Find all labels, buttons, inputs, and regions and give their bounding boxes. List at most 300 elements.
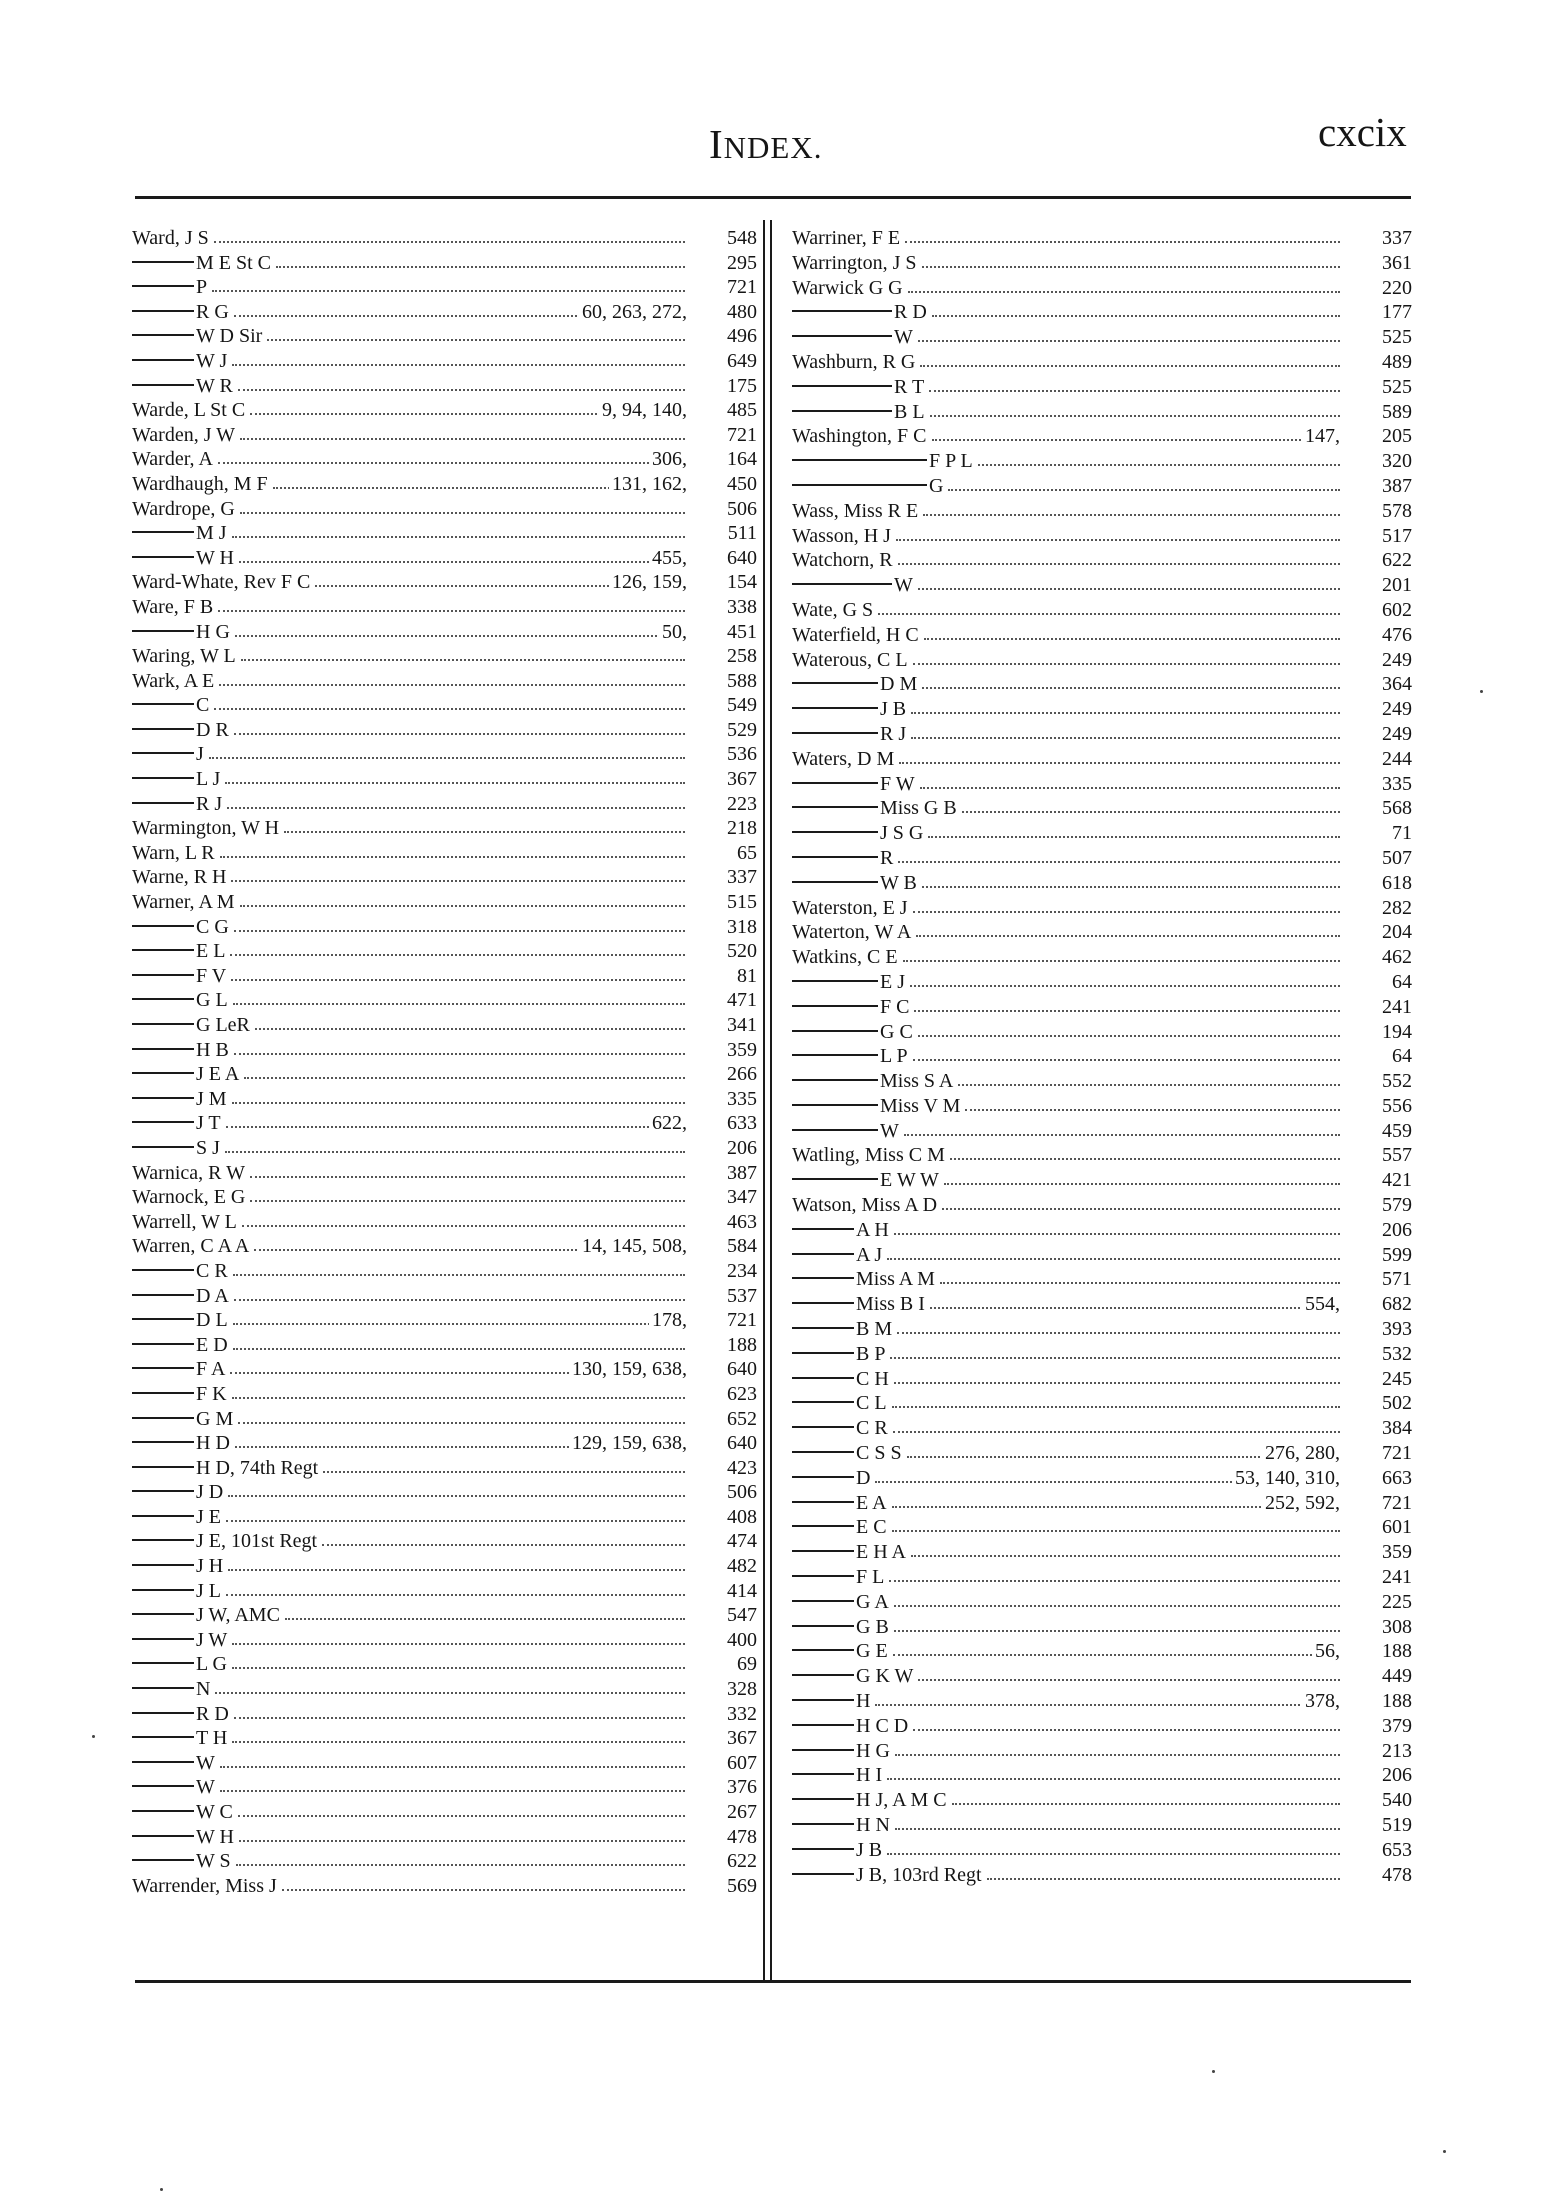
index-entry — [792, 1788, 1412, 1813]
entry-page: 480 — [727, 300, 757, 323]
entry-name-text: E C — [856, 1516, 887, 1539]
entry-name — [792, 598, 876, 622]
entry-name-text: Miss S A — [880, 1070, 954, 1093]
ditto-dash — [792, 1674, 854, 1676]
dot-leader — [913, 663, 1340, 665]
entry-name — [792, 1466, 873, 1490]
entry-name — [792, 722, 909, 746]
dot-leader — [913, 1059, 1340, 1061]
index-entry — [132, 1333, 757, 1358]
ditto-dash — [132, 1810, 194, 1812]
index-entry — [792, 1391, 1412, 1416]
ditto-dash — [132, 334, 194, 336]
index-entry — [792, 1763, 1412, 1788]
entry-name-text: Warde, L St C — [132, 399, 246, 422]
entry-page: 393 — [1382, 1318, 1412, 1341]
ditto-dash — [132, 310, 194, 312]
entry-name — [792, 747, 897, 771]
dot-leader — [892, 1406, 1340, 1408]
entry-page: 328 — [727, 1678, 757, 1701]
ditto-dash — [132, 1269, 194, 1271]
index-entry — [792, 1193, 1412, 1218]
title-rest: NDEX. — [723, 130, 823, 165]
entry-page: 258 — [727, 645, 757, 668]
entry-name — [132, 1775, 218, 1799]
entry-name-text: W B — [880, 871, 917, 894]
entry-name-text: G A — [856, 1590, 889, 1613]
ditto-dash — [792, 1129, 878, 1131]
dot-leader — [228, 1495, 685, 1497]
title-initial: I — [709, 121, 724, 167]
entry-name-text: W — [894, 326, 913, 349]
dot-leader — [214, 241, 685, 243]
ditto-dash — [792, 782, 878, 784]
entry-name-text: Washburn, R G — [792, 350, 916, 373]
dot-leader — [898, 861, 1340, 863]
dot-leader — [910, 985, 1340, 987]
dot-leader — [233, 1003, 685, 1005]
index-entry — [792, 796, 1412, 821]
ditto-dash — [132, 630, 194, 632]
index-entry — [792, 1292, 1412, 1317]
ditto-dash — [132, 1048, 194, 1050]
entry-references: 378, — [1302, 1689, 1340, 1713]
entry-references: 126, 159, — [609, 570, 687, 594]
entry-name — [132, 1259, 231, 1283]
entry-page: 223 — [727, 792, 757, 815]
entry-page: 177 — [1382, 301, 1412, 324]
ditto-dash — [792, 1054, 878, 1056]
entry-name — [132, 1210, 240, 1234]
entry-name-text: Wasson, H J — [792, 524, 891, 547]
ditto-dash — [792, 1451, 854, 1453]
dot-leader — [922, 886, 1340, 888]
dot-leader — [234, 930, 685, 932]
dot-leader — [958, 1084, 1340, 1086]
ditto-dash — [792, 1228, 854, 1230]
index-entry — [792, 1838, 1412, 1863]
index-entry — [792, 276, 1412, 301]
entry-name-text: B P — [856, 1342, 886, 1365]
entry-name — [792, 1143, 948, 1167]
entry-name-text: Warrington, J S — [792, 251, 917, 274]
ditto-dash — [132, 1318, 194, 1320]
index-entry — [792, 747, 1412, 772]
index-entry — [132, 792, 757, 817]
entry-page: 552 — [1382, 1070, 1412, 1093]
dot-leader — [241, 659, 685, 661]
entry-page: 295 — [727, 251, 757, 274]
entry-references: 276, 280, — [1262, 1441, 1340, 1465]
entry-name — [132, 742, 207, 766]
entry-name-text: M J — [196, 522, 227, 545]
entry-name-text: Watchorn, R — [792, 549, 893, 572]
entry-page: 361 — [1382, 251, 1412, 274]
entry-name — [792, 499, 921, 523]
entry-page: 308 — [1382, 1615, 1412, 1638]
ditto-dash — [132, 359, 194, 361]
entry-name — [132, 767, 223, 791]
dot-leader — [940, 1282, 1340, 1284]
index-entry — [792, 871, 1412, 896]
entry-name — [792, 1193, 940, 1217]
entry-name-text: Miss B I — [856, 1293, 925, 1316]
dot-leader — [892, 1530, 1340, 1532]
dot-leader — [322, 1544, 685, 1546]
entry-name — [792, 697, 909, 721]
dot-leader — [250, 1176, 685, 1178]
entry-page: 332 — [727, 1702, 757, 1725]
index-entry — [132, 742, 757, 767]
entry-page: 653 — [1382, 1838, 1412, 1861]
entry-references: 554, — [1302, 1292, 1340, 1316]
index-entry — [792, 697, 1412, 722]
index-entry — [792, 325, 1412, 350]
entry-name — [792, 970, 908, 994]
index-entry — [792, 1515, 1412, 1540]
entry-name-text: J M — [196, 1087, 227, 1110]
ditto-dash — [792, 1401, 854, 1403]
entry-name-text: H D — [196, 1432, 230, 1455]
entry-name — [792, 1863, 985, 1887]
dot-leader — [233, 1323, 685, 1325]
dot-leader — [227, 807, 685, 809]
entry-name-text: Warnock, E G — [132, 1186, 246, 1209]
index-entry — [792, 1565, 1412, 1590]
entry-name — [132, 1161, 248, 1185]
entry-name — [132, 1111, 224, 1135]
ditto-dash — [792, 856, 878, 858]
dot-leader — [987, 1878, 1340, 1880]
index-entry — [792, 821, 1412, 846]
index-entry — [132, 1849, 757, 1874]
dot-leader — [234, 733, 685, 735]
ditto-dash — [132, 1343, 194, 1345]
entry-name-text: R G — [196, 300, 229, 323]
dot-leader — [233, 1274, 685, 1276]
entry-page: 649 — [727, 349, 757, 372]
entry-page: 267 — [727, 1801, 757, 1823]
ditto-dash — [132, 1539, 194, 1541]
ditto-dash — [132, 1589, 194, 1591]
entry-name — [132, 398, 248, 422]
entry-name-text: F A — [196, 1358, 226, 1381]
dot-leader — [896, 539, 1340, 541]
index-entry — [132, 1603, 757, 1628]
entry-name — [132, 620, 233, 644]
entry-name-text: Wark, A E — [132, 669, 215, 692]
entry-page: 537 — [727, 1284, 757, 1307]
ditto-dash — [132, 1515, 194, 1517]
entry-name-text: W S — [196, 1850, 231, 1873]
ditto-dash — [792, 806, 878, 808]
entry-name-text: E A — [856, 1491, 887, 1514]
paper-speck — [160, 2188, 163, 2191]
ditto-dash — [132, 925, 194, 927]
dot-leader — [918, 588, 1340, 590]
index-entry — [132, 669, 757, 694]
entry-page: 462 — [1382, 946, 1412, 969]
dot-leader — [962, 811, 1340, 813]
dot-leader — [212, 290, 685, 292]
entry-page: 244 — [1382, 747, 1412, 770]
entry-name — [792, 995, 912, 1019]
dot-leader — [276, 266, 685, 268]
ditto-dash — [792, 1873, 854, 1875]
entry-name-text: W R — [196, 374, 233, 397]
ditto-dash — [792, 385, 892, 387]
dot-leader — [918, 1679, 1340, 1681]
index-entry — [132, 1038, 757, 1063]
entry-name — [132, 595, 216, 619]
ditto-dash — [792, 682, 878, 684]
index-entry — [792, 846, 1412, 871]
ditto-dash — [792, 1253, 854, 1255]
index-entry — [132, 1210, 757, 1235]
entry-references: 129, 159, 638, — [569, 1431, 687, 1455]
index-entry — [132, 890, 757, 915]
entry-name-text: C G — [196, 915, 229, 938]
entry-name — [132, 226, 212, 250]
entry-name-text: Waters, D M — [792, 747, 895, 770]
entry-name — [792, 772, 918, 796]
entry-name-text: W — [880, 1119, 899, 1142]
index-entry — [132, 595, 757, 620]
entry-references: 455, — [649, 546, 687, 570]
entry-name — [132, 324, 265, 348]
entry-name-text: G L — [196, 989, 228, 1012]
index-entry — [132, 1825, 757, 1850]
entry-page: 335 — [1382, 772, 1412, 795]
entry-name-text: L J — [196, 768, 221, 791]
index-entry — [132, 251, 757, 276]
index-entry — [132, 865, 757, 890]
ditto-dash — [792, 1352, 854, 1354]
entry-name-text: G M — [196, 1407, 234, 1430]
entry-name-text: F L — [856, 1566, 885, 1589]
entry-name-text: J D — [196, 1481, 224, 1504]
entry-name — [792, 672, 920, 696]
entry-name-text: Wate, G S — [792, 598, 874, 621]
entry-name — [792, 1540, 909, 1564]
index-entry — [792, 1491, 1412, 1516]
entry-name-text: J W, AMC — [196, 1604, 280, 1627]
paper-speck — [92, 1735, 95, 1738]
entry-name — [132, 1628, 230, 1652]
entry-name-text: J — [196, 743, 204, 766]
entry-page: 194 — [1382, 1020, 1412, 1043]
entry-page: 359 — [1382, 1541, 1412, 1564]
ditto-dash — [132, 777, 194, 779]
entry-name — [792, 1565, 887, 1589]
entry-name — [132, 1062, 242, 1086]
dot-leader — [226, 1594, 685, 1596]
entry-name-text: H N — [856, 1814, 890, 1836]
entry-references: 60, 263, 272, — [579, 300, 687, 324]
entry-name-text: W J — [196, 349, 228, 372]
entry-name-text: L P — [880, 1045, 908, 1068]
entry-page: 218 — [727, 817, 757, 840]
entry-page: 588 — [727, 669, 757, 692]
entry-page: 568 — [1382, 797, 1412, 820]
dot-leader — [255, 1028, 685, 1030]
entry-references: 130, 159, 638, — [569, 1357, 687, 1381]
entry-name-text: Ward, J S — [132, 227, 209, 249]
ditto-dash — [132, 531, 194, 533]
ditto-dash — [132, 1441, 194, 1443]
dot-leader — [231, 880, 685, 882]
entry-page: 400 — [727, 1628, 757, 1651]
entry-references: 147, — [1302, 424, 1340, 448]
dot-leader — [225, 782, 685, 784]
index-entry — [132, 1111, 757, 1136]
entry-page: 622 — [1382, 549, 1412, 572]
ditto-dash — [132, 1367, 194, 1369]
entry-name — [792, 896, 911, 920]
entry-name-text: W H — [196, 1825, 234, 1848]
index-entry — [792, 573, 1412, 598]
paper-speck — [1480, 690, 1483, 693]
entry-page: 485 — [727, 399, 757, 422]
dot-leader — [218, 610, 685, 612]
entry-name — [792, 1267, 938, 1291]
dot-leader — [219, 684, 685, 686]
dot-leader — [894, 1605, 1340, 1607]
dot-leader — [952, 1803, 1340, 1805]
index-entry — [792, 1615, 1412, 1640]
dot-leader — [930, 415, 1340, 417]
entry-page: 569 — [727, 1874, 757, 1897]
index-entry — [792, 251, 1412, 276]
entry-name — [132, 890, 238, 914]
index-entry — [132, 841, 757, 866]
entry-page: 474 — [727, 1530, 757, 1553]
index-entry — [132, 644, 757, 669]
entry-page: 241 — [1382, 995, 1412, 1018]
index-entry — [792, 1044, 1412, 1069]
entry-name-text: Wardrope, G — [132, 497, 235, 520]
dot-leader — [895, 1828, 1340, 1830]
top-rule — [135, 196, 1411, 199]
entry-name-text: Warden, J W — [132, 423, 235, 446]
column-divider — [763, 220, 765, 1980]
index-entry — [792, 1143, 1412, 1168]
entry-page: 557 — [1382, 1144, 1412, 1167]
entry-name — [792, 1813, 893, 1837]
entry-page: 376 — [727, 1776, 757, 1799]
entry-name-text: W — [196, 1776, 215, 1799]
dot-leader — [225, 1151, 685, 1153]
dot-leader — [911, 737, 1340, 739]
entry-page: 318 — [727, 915, 757, 938]
entry-page: 387 — [727, 1161, 757, 1184]
entry-page: 520 — [727, 940, 757, 963]
entry-name-text: J W — [196, 1628, 228, 1651]
entry-name-text: H G — [196, 620, 230, 643]
dot-leader — [215, 1692, 685, 1694]
dot-leader — [920, 787, 1340, 789]
dot-leader — [908, 291, 1340, 293]
ditto-dash — [792, 1724, 854, 1726]
index-entry — [132, 988, 757, 1013]
entry-page: 478 — [1382, 1863, 1412, 1886]
ditto-dash — [792, 1699, 854, 1701]
entry-name — [132, 1407, 236, 1431]
ditto-dash — [132, 1736, 194, 1738]
entry-page: 225 — [1382, 1590, 1412, 1613]
entry-name — [132, 1726, 230, 1750]
dot-leader — [240, 512, 685, 514]
entry-name — [132, 275, 210, 299]
entry-name-text: Ware, F B — [132, 595, 214, 618]
index-entry — [132, 1284, 757, 1309]
entry-page: 249 — [1382, 698, 1412, 721]
entry-page: 64 — [1392, 970, 1412, 993]
entry-page: 459 — [1382, 1119, 1412, 1142]
index-entry — [792, 424, 1412, 449]
index-entry — [132, 620, 757, 645]
entry-name — [132, 718, 232, 742]
index-entry — [132, 1505, 757, 1530]
entry-name-text: R J — [880, 722, 907, 745]
dot-leader — [942, 1208, 1340, 1210]
entry-page: 652 — [727, 1407, 757, 1430]
entry-name — [792, 1391, 890, 1415]
ditto-dash — [792, 1104, 878, 1106]
entry-name — [792, 1838, 885, 1862]
entry-name-text: A J — [856, 1243, 883, 1266]
entry-name — [132, 1529, 320, 1553]
entry-page: 341 — [727, 1014, 757, 1036]
index-entry — [132, 546, 757, 571]
entry-page: 507 — [1382, 846, 1412, 869]
entry-name-text: R J — [196, 792, 223, 815]
dot-leader — [233, 1348, 685, 1350]
index-entry — [792, 1367, 1412, 1392]
index-entry — [792, 722, 1412, 747]
dot-leader — [950, 1158, 1340, 1160]
entry-page: 81 — [737, 964, 757, 987]
dot-leader — [913, 1729, 1340, 1731]
index-entry — [132, 718, 757, 743]
ditto-dash — [132, 752, 194, 754]
entry-name — [132, 1652, 230, 1676]
entry-name — [132, 1038, 232, 1062]
entry-name-text: J B — [880, 698, 907, 721]
dot-leader — [911, 712, 1340, 714]
dot-leader — [236, 1864, 685, 1866]
ditto-dash — [792, 1575, 854, 1577]
entry-name — [132, 423, 238, 447]
index-entry — [132, 1775, 757, 1800]
dot-leader — [920, 365, 1340, 367]
entry-page: 640 — [727, 1358, 757, 1381]
entry-page: 249 — [1382, 722, 1412, 745]
entry-page: 589 — [1382, 400, 1412, 423]
ditto-dash — [792, 1550, 854, 1552]
dot-leader — [887, 1778, 1340, 1780]
ditto-dash — [132, 1121, 194, 1123]
entry-page: 220 — [1382, 276, 1412, 299]
entry-name — [132, 1505, 224, 1529]
entry-name-text: E D — [196, 1333, 228, 1356]
entry-name-text: W C — [196, 1801, 233, 1823]
index-entry — [132, 1431, 757, 1456]
entry-name-text: F K — [196, 1382, 227, 1405]
ditto-dash — [132, 1638, 194, 1640]
dot-leader — [887, 1258, 1340, 1260]
entry-name — [792, 871, 920, 895]
